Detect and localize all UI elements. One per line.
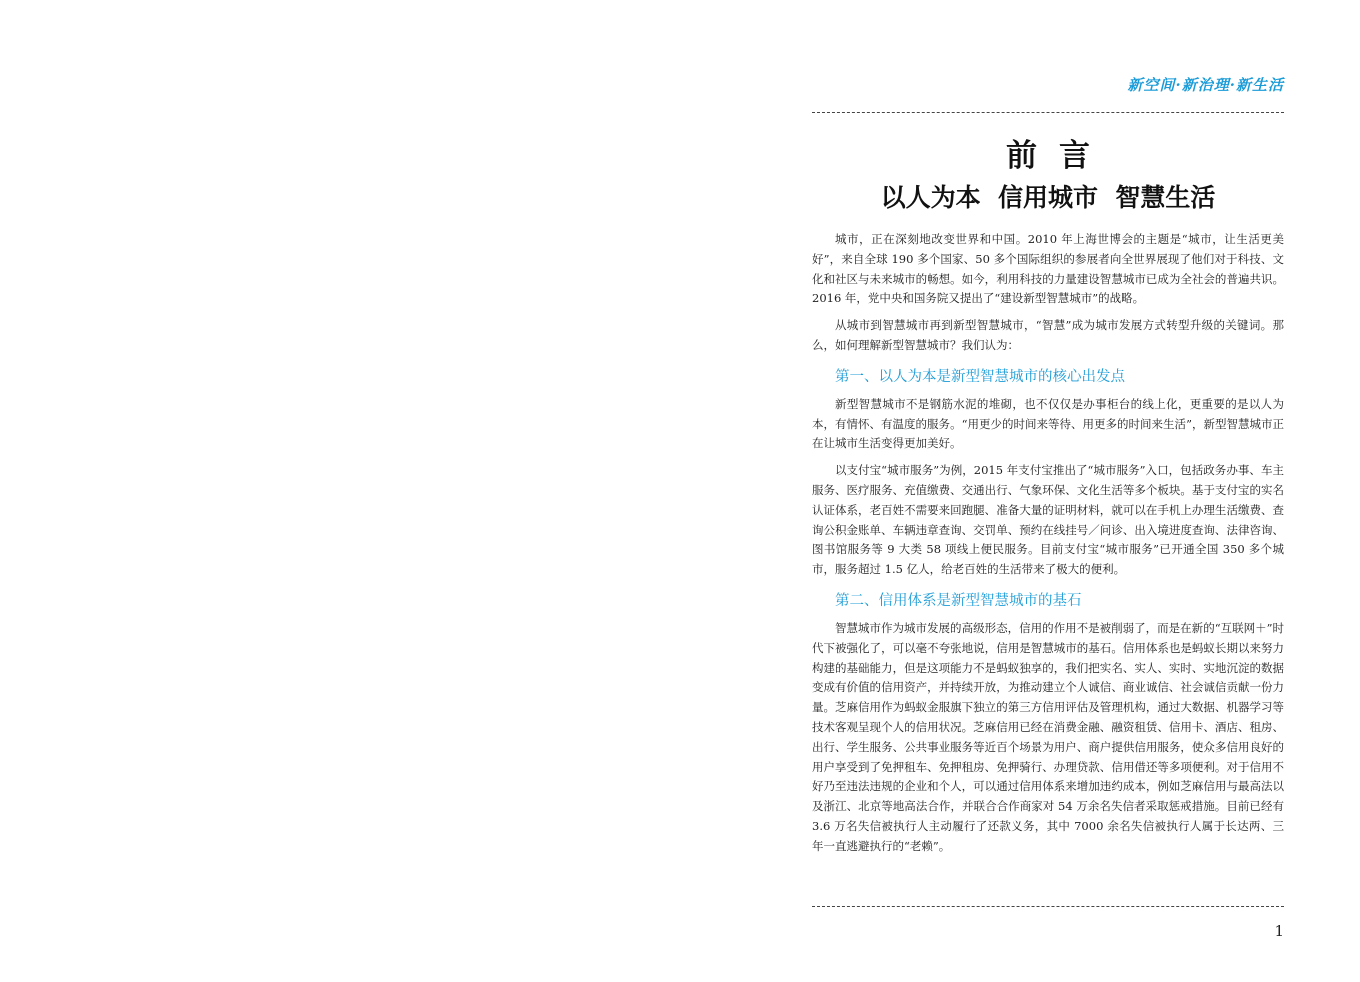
header-divider: [812, 112, 1284, 113]
page-number: 1: [1274, 922, 1284, 940]
paragraph: 城市，正在深刻地改变世界和中国。2010 年上海世博会的主题是“城市，让生活更美好”，来自全球 190 多个国家、50 多个国际组织的参展者向全世界展现了他们对于科技、文化和社区与未来城市的畅想。如今，利用科技的力量建设智慧城市已成为全社会的普遍共识。2016 年，党中央和国务院又提出了“建设新型智慧城市”的战略。: [812, 232, 1284, 306]
header-motto: 新空间·新治理·新生活: [1127, 76, 1284, 94]
paragraph: 以支付宝“城市服务”为例，2015 年支付宝推出了“城市服务”入口，包括政务办事、车主服务、医疗服务、充值缴费、交通出行、气象环保、文化生活等多个板块。基于支付宝的实名认证体系，老百姓不需要来回跑腿、准备大量的证明材料，就可以在手机上办理生活缴费、查询公积金账单、车辆违章查询、交罚单、预约在线挂号／问诊、出入境进度查询、法律咨询、图书馆服务等 9 大类 58 项线上便民服务。目前支付宝“城市服务”已开通全国 350 多个城市，服务超过 1.5 亿人，给老百姓的生活带来了极大的便利。: [812, 463, 1284, 577]
section-heading-1: 第一、以人为本是新型智慧城市的核心出发点: [835, 368, 1125, 385]
page-subtitle: 以人为本 信用城市 智慧生活: [880, 183, 1216, 212]
paragraph: 从城市到智慧城市再到新型智慧城市，“智慧”成为城市发展方式转型升级的关键词。那么，如何理解新型智慧城市？我们认为：: [812, 318, 1284, 352]
paragraph: 新型智慧城市不是钢筋水泥的堆砌，也不仅仅是办事柜台的线上化，更重要的是以人为本，有情怀、有温度的服务。“用更少的时间来等待、用更多的时间来生活”，新型智慧城市正在让城市生活变得更加美好。: [812, 396, 1284, 451]
paragraph: 智慧城市作为城市发展的高级形态，信用的作用不是被削弱了，而是在新的“互联网＋”时代下被强化了，可以毫不夸张地说，信用是智慧城市的基石。信用体系也是蚂蚁长期以来努力构建的基础能力，但是这项能力不是蚂蚁独享的，我们把实名、实人、实时、实地沉淀的数据变成有价值的信用资产，并持续开放，为推动建立个人诚信、商业诚信、社会诚信贡献一份力量。芝麻信用作为蚂蚁金服旗下独立的第三方信用评估及管理机构，通过大数据、机器学习等技术客观呈现个人的信用状况。芝麻信用已经在消费金融、融资租赁、信用卡、酒店、租房、出行、学生服务、公共事业服务等近百个场景为用户、商户提供信用服务，使众多信用良好的用户享受到了免押租车、免押租房、免押骑行、办理贷款、信用借还等多项便利。对于信用不好乃至违法违规的企业和个人，可以通过信用体系来增加违约成本，例如芝麻信用与最高法以及浙江、北京等地高法合作，并联合合作商家对 54 万余名失信者采取惩戒措施。目前已经有 3.6 万名失信被执行人主动履行了还款义务，其中 7000 余名失信被执行人属于长达两、三年一直逃避执行的“老赖”。: [812, 620, 1284, 853]
body-text: [812, 230, 1284, 864]
footer-divider: [812, 906, 1284, 907]
page-title: 前言: [1006, 138, 1112, 174]
preface-page: [812, 0, 1284, 982]
section-heading-2: 第二、信用体系是新型智慧城市的基石: [835, 592, 1082, 609]
